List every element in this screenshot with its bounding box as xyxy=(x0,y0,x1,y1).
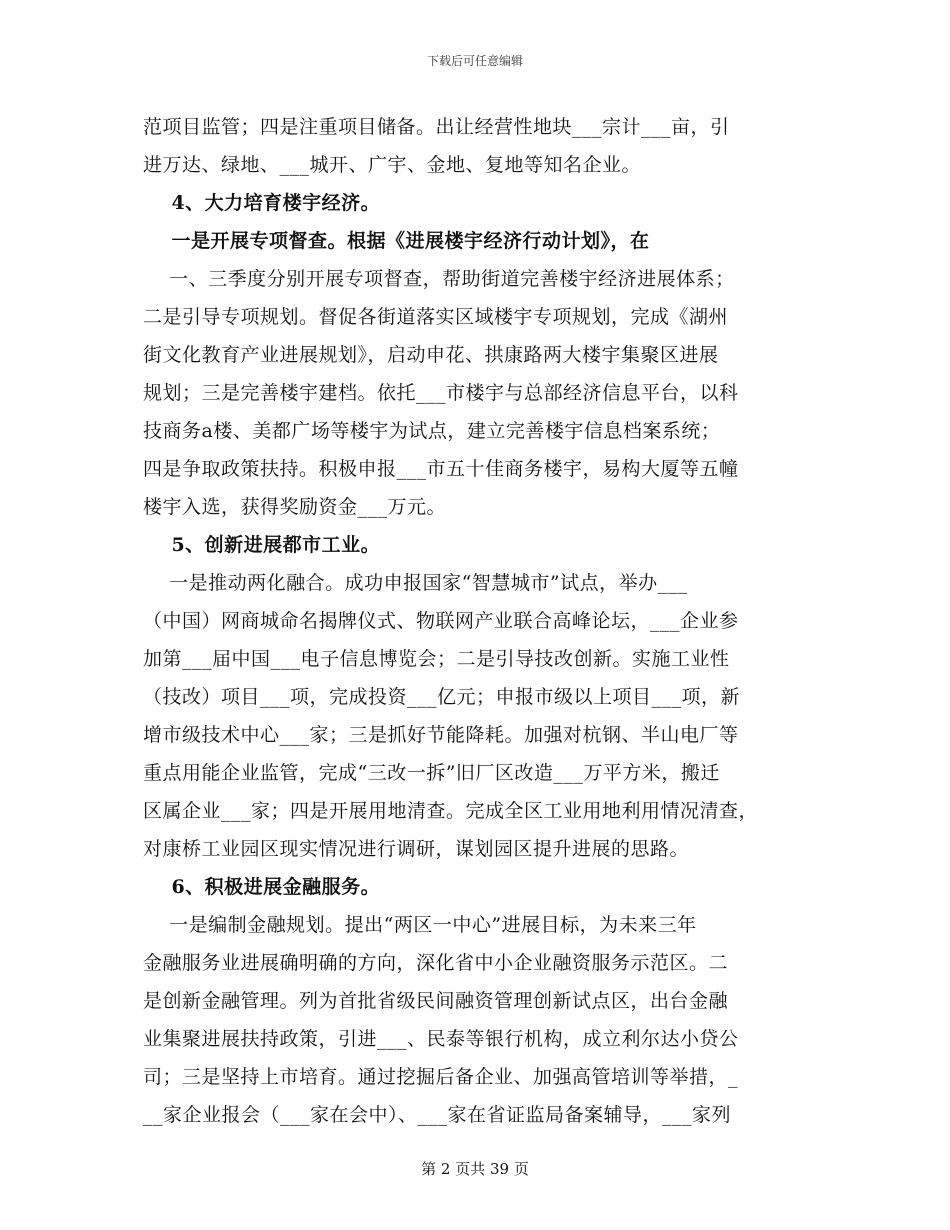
paragraph-line: __家企业报会（___家在会中）、___家在省证监局备案辅导，___家列 xyxy=(143,1104,732,1126)
section-heading-line: 5、创新进展都市工业。 xyxy=(143,534,381,556)
paragraph-line: 对康桥工业园区现实情况进行调研，谋划园区提升进展的思路。 xyxy=(143,838,690,860)
paragraph-line: 区属企业___家；四是开展用地清查。完成全区工业用地利用情况清查， xyxy=(143,800,759,822)
paragraph-line: 楼宇入选，获得奖励资金___万元。 xyxy=(143,496,447,518)
paragraph-line: 进万达、绿地、___城开、广宇、金地、复地等知名企业。 xyxy=(143,154,642,176)
paragraph-line: 街文化教育产业进展规划》，启动申花、拱康路两大楼宇集聚区进展 xyxy=(143,344,719,366)
paragraph-line: 一、三季度分别开展专项督查，帮助街道完善楼宇经济进展体系； xyxy=(143,268,735,290)
paragraph-line: 技商务a楼、美都广场等楼宇为试点，建立完善楼宇信息档案系统； xyxy=(143,420,721,442)
paragraph-line: 二是引导专项规划。督促各街道落实区域楼宇专项规划，完成《湖州 xyxy=(143,306,729,328)
paragraph-line: 加第___届中国___电子信息博览会；二是引导技改创新。实施工业性 xyxy=(143,648,730,670)
section-heading-line: 6、积极进展金融服务。 xyxy=(143,876,381,898)
paragraph-line: 是创新金融管理。列为首批省级民间融资管理创新试点区，出台金融 xyxy=(143,990,729,1012)
paragraph-line: 司；三是坚持上市培育。通过挖掘后备企业、加强高管培训等举措，_ xyxy=(143,1066,739,1088)
page-header-note: 下载后可任意编辑 xyxy=(426,54,523,68)
paragraph-line: （中国）网商城命名揭牌仪式、物联网产业联合高峰论坛，___企业参 xyxy=(143,610,739,632)
page-footer: 第 2 页共 39 页 xyxy=(421,1160,529,1178)
section-heading-line: 4、大力培育楼宇经济。 xyxy=(143,192,381,214)
paragraph-line: 业集聚进展扶持政策，引进___、民泰等银行机构，成立利尔达小贷公 xyxy=(143,1028,739,1050)
paragraph-line: （技改）项目___项，完成投资___亿元；申报市级以上项目___项，新 xyxy=(143,686,741,708)
section-heading-line: 一是开展专项督查。根据《进展楼宇经济行动计划》，在 xyxy=(143,230,650,252)
paragraph-line: 一是推动两化融合。成功申报国家“智慧城市”试点，举办___ xyxy=(143,572,688,594)
paragraph-line: 范项目监管；四是注重项目储备。出让经营性地块___宗计___亩，引 xyxy=(143,116,730,138)
document-body xyxy=(143,108,823,1134)
paragraph-line: 四是争取政策扶持。积极申报___市五十佳商务楼宇，易构大厦等五幢 xyxy=(143,458,739,480)
paragraph-line: 规划；三是完善楼宇建档。依托___市楼宇与总部经济信息平台，以科 xyxy=(143,382,739,404)
paragraph-line: 重点用能企业监管，完成“三改一拆”旧厂区改造___万平方米，搬迁 xyxy=(143,762,720,784)
paragraph-line: 金融服务业进展确明确的方向，深化省中小企业融资服务示范区。二 xyxy=(143,952,729,974)
paragraph-line: 增市级技术中心___家；三是抓好节能降耗。加强对杭钢、半山电厂等 xyxy=(143,724,739,746)
paragraph-line: 一是编制金融规划。提出“两区一中心”进展目标，为未来三年 xyxy=(143,914,697,936)
